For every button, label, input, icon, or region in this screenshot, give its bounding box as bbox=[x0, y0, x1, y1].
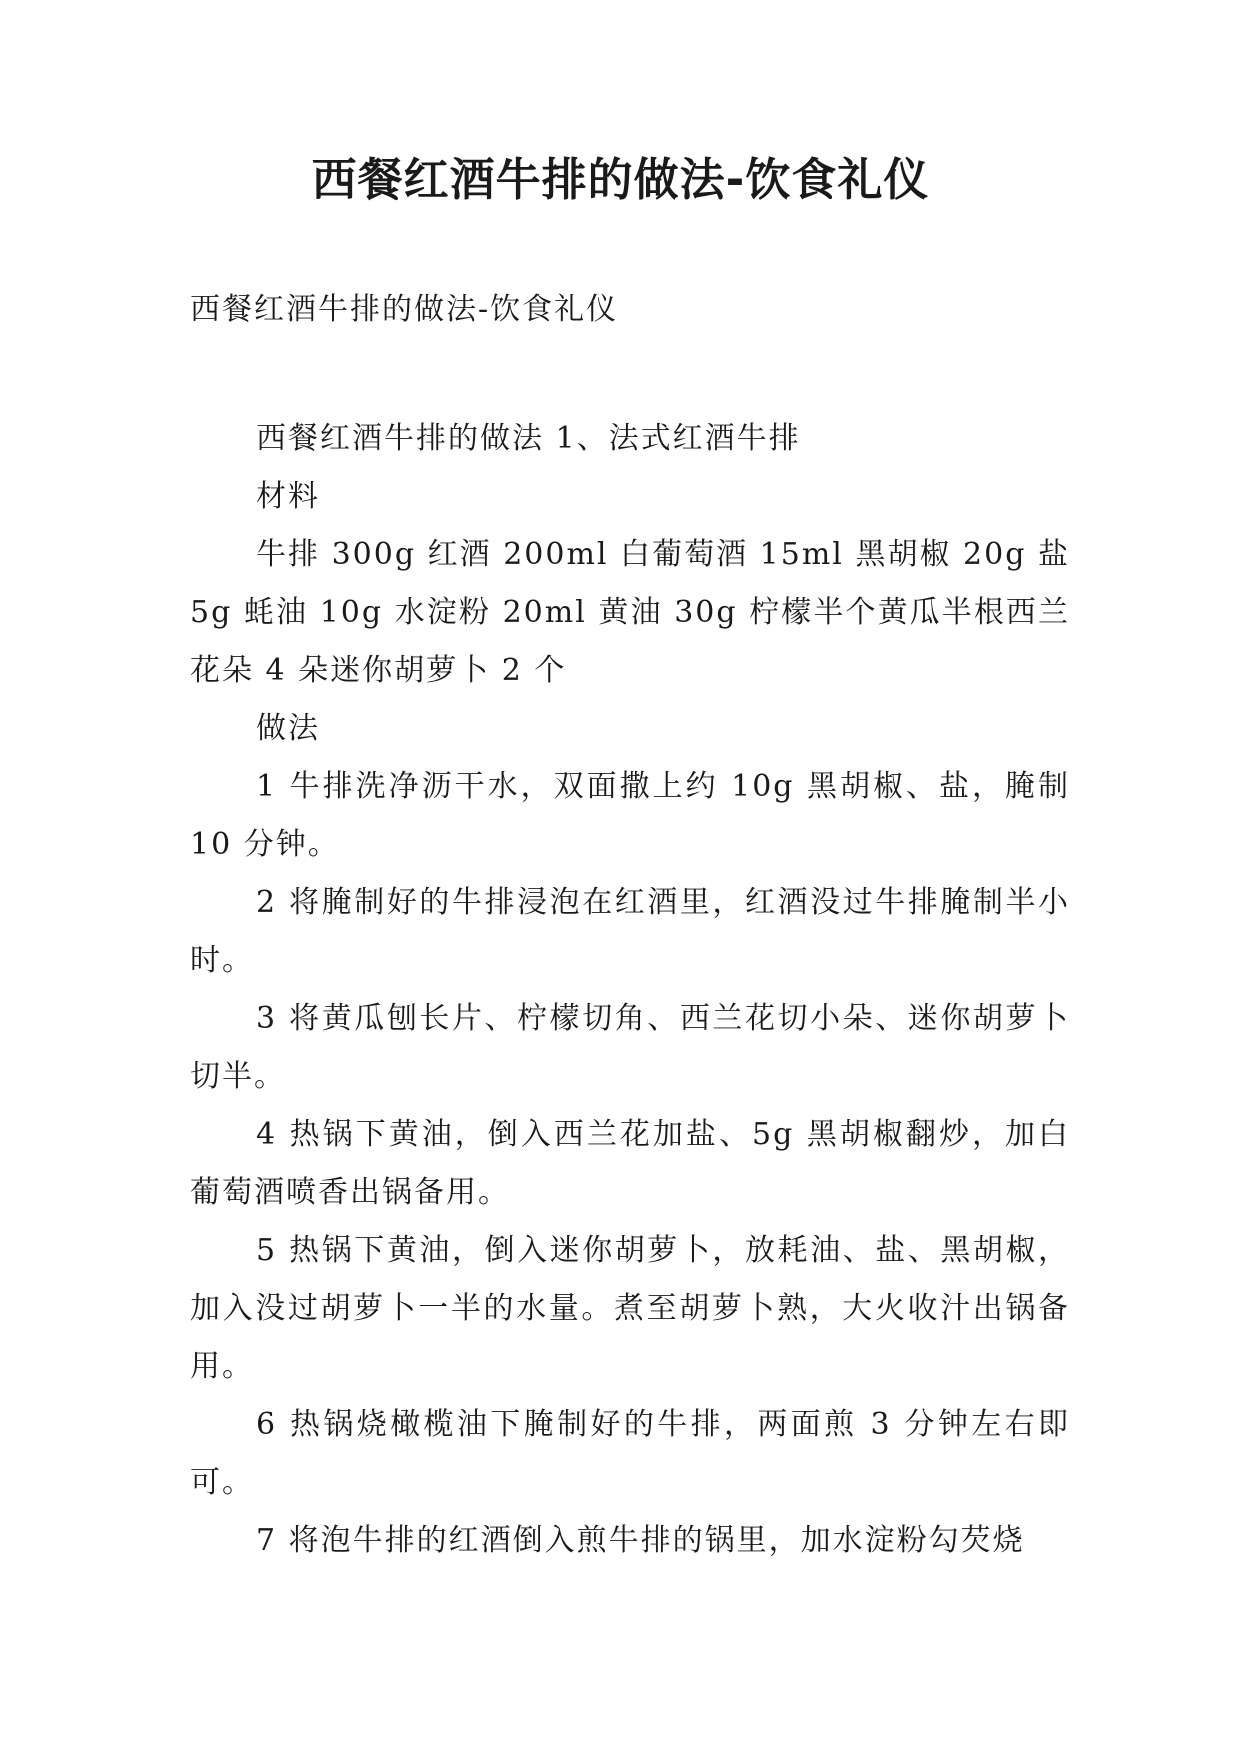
paragraph: 1 牛排洗净沥干水，双面撒上约 10g 黑胡椒、盐，腌制 10 分钟。 bbox=[190, 769, 1070, 862]
paragraph: 4 热锅下黄油，倒入西兰花加盐、5g 黑胡椒翻炒，加白葡萄酒喷香出锅备用。 bbox=[190, 1117, 1070, 1210]
paragraph: 牛排 300g 红酒 200ml 白葡萄酒 15ml 黑胡椒 20g 盐 5g 蚝油 10g 水淀粉 20ml 黄油 30g 柠檬半个黄瓜半根西兰花朵 4 朵迷你胡萝卜 2 个 bbox=[190, 537, 1070, 688]
document-title: 西餐红酒牛排的做法-饮食礼仪 bbox=[311, 153, 930, 206]
paragraph: 2 将腌制好的牛排浸泡在红酒里，红酒没过牛排腌制半小时。 bbox=[190, 885, 1070, 978]
paragraph: 7 将泡牛排的红酒倒入煎牛排的锅里，加水淀粉勾芡烧 bbox=[256, 1523, 1025, 1558]
paragraph: 6 热锅烧橄榄油下腌制好的牛排，两面煎 3 分钟左右即可。 bbox=[190, 1407, 1070, 1500]
paragraph: 做法 bbox=[256, 711, 320, 746]
document-subtitle: 西餐红酒牛排的做法-饮食礼仪 bbox=[190, 292, 619, 327]
paragraph: 3 将黄瓜刨长片、柠檬切角、西兰花切小朵、迷你胡萝卜切半。 bbox=[190, 1001, 1070, 1094]
document-body bbox=[190, 410, 1070, 1570]
paragraph: 西餐红酒牛排的做法 1、法式红酒牛排 bbox=[256, 421, 801, 456]
paragraph: 材料 bbox=[256, 479, 320, 514]
paragraph: 5 热锅下黄油，倒入迷你胡萝卜，放耗油、盐、黑胡椒，加入没过胡萝卜一半的水量。煮至胡萝卜熟，大火收汁出锅备用。 bbox=[190, 1233, 1070, 1384]
